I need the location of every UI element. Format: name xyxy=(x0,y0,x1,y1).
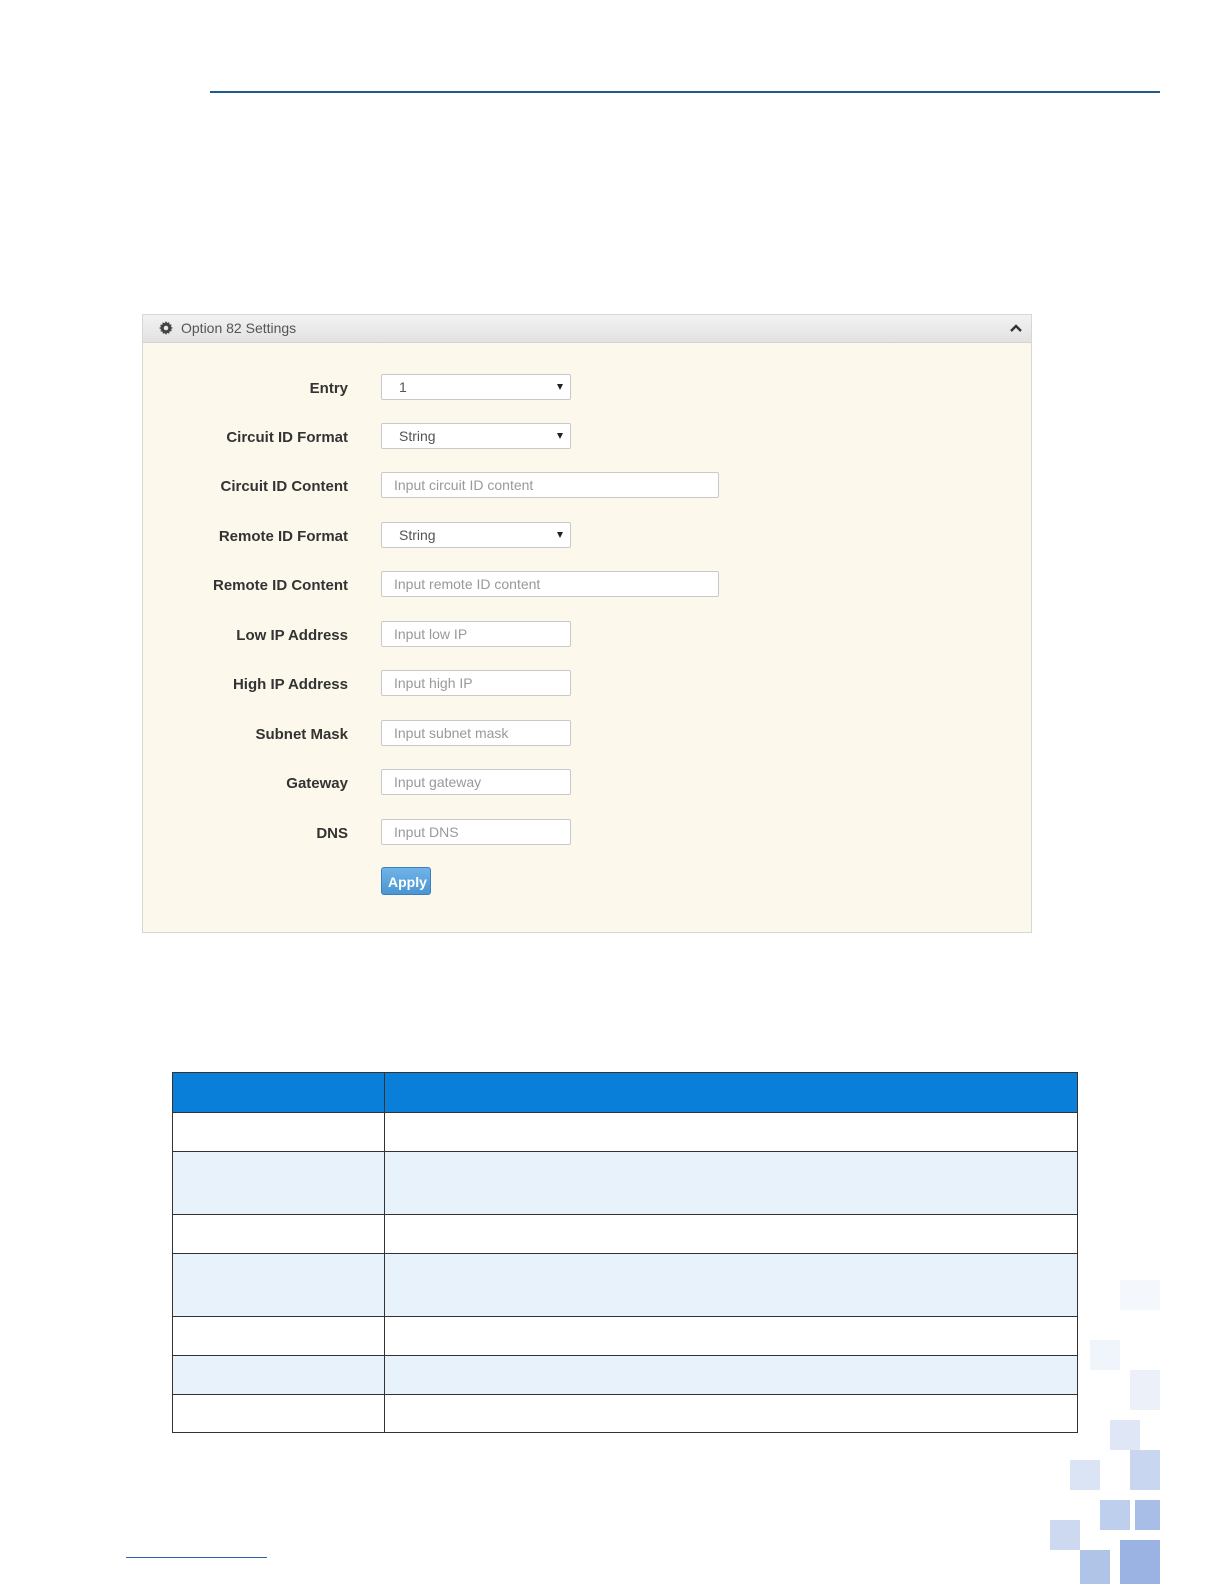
low-ip-input[interactable] xyxy=(381,621,571,647)
table-cell xyxy=(385,1317,1078,1356)
remote-id-format-select[interactable] xyxy=(381,522,571,548)
footer-link-underline xyxy=(126,1557,267,1558)
remote-id-content-row xyxy=(143,571,1031,599)
circuit-id-format-label: Circuit ID Format xyxy=(226,429,348,446)
table-cell xyxy=(173,1317,385,1356)
remote-id-content-input[interactable] xyxy=(381,571,719,597)
entry-value: 1 xyxy=(399,379,407,395)
low-ip-label: Low IP Address xyxy=(236,627,348,644)
table-cell xyxy=(173,1152,385,1215)
entry-label: Entry xyxy=(309,380,348,397)
table-cell xyxy=(173,1113,385,1152)
table-cell xyxy=(385,1152,1078,1215)
description-table xyxy=(172,1072,1078,1433)
table-cell xyxy=(173,1356,385,1395)
dns-input[interactable] xyxy=(381,819,571,845)
gear-icon xyxy=(159,321,173,335)
high-ip-row xyxy=(143,670,1031,698)
circuit-id-content-row xyxy=(143,472,1031,500)
circuit-id-content-input[interactable] xyxy=(381,472,719,498)
table-cell xyxy=(385,1113,1078,1152)
remote-id-content-label: Remote ID Content xyxy=(213,577,348,594)
circuit-id-format-row xyxy=(143,423,1031,451)
table-header-row xyxy=(173,1073,1078,1113)
table-row xyxy=(173,1254,1078,1317)
caret-down-icon xyxy=(557,384,563,390)
apply-button[interactable]: Apply xyxy=(381,867,431,895)
chevron-up-icon[interactable] xyxy=(1009,322,1023,334)
table-row xyxy=(173,1356,1078,1395)
caret-down-icon xyxy=(557,532,563,538)
table-cell xyxy=(385,1395,1078,1433)
dns-label: DNS xyxy=(316,825,348,842)
high-ip-label: High IP Address xyxy=(232,676,348,693)
panel-title: Option 82 Settings xyxy=(181,320,297,336)
table-row xyxy=(173,1395,1078,1433)
decorative-mosaic xyxy=(1050,980,1160,1584)
table-header-cell xyxy=(173,1073,385,1113)
table-header-cell xyxy=(385,1073,1078,1113)
subnet-mask-label: Subnet Mask xyxy=(255,726,348,743)
remote-id-format-value: String xyxy=(399,527,436,543)
option82-settings-panel xyxy=(142,314,1032,933)
table-cell xyxy=(385,1356,1078,1395)
gateway-input[interactable] xyxy=(381,769,571,795)
table-cell xyxy=(173,1395,385,1433)
subnet-mask-input[interactable] xyxy=(381,720,571,746)
dns-row xyxy=(143,819,1031,847)
table-cell xyxy=(385,1254,1078,1317)
circuit-id-content-label: Circuit ID Content xyxy=(220,478,348,495)
gateway-label: Gateway xyxy=(286,775,348,792)
table-row xyxy=(173,1215,1078,1254)
high-ip-input[interactable] xyxy=(381,670,571,696)
remote-id-format-row xyxy=(143,522,1031,550)
subnet-mask-row xyxy=(143,720,1031,748)
remote-id-format-label: Remote ID Format xyxy=(218,528,348,545)
caret-down-icon xyxy=(557,433,563,439)
entry-select[interactable] xyxy=(381,374,571,400)
circuit-id-format-value: String xyxy=(399,428,436,444)
panel-header xyxy=(143,315,1031,343)
low-ip-row xyxy=(143,621,1031,649)
table-cell xyxy=(173,1254,385,1317)
table-row xyxy=(173,1113,1078,1152)
header-rule xyxy=(210,91,1160,93)
entry-row xyxy=(143,374,1031,402)
gateway-row xyxy=(143,769,1031,797)
table-row xyxy=(173,1152,1078,1215)
table-cell xyxy=(385,1215,1078,1254)
circuit-id-format-select[interactable] xyxy=(381,423,571,449)
table-cell xyxy=(173,1215,385,1254)
table-row xyxy=(173,1317,1078,1356)
